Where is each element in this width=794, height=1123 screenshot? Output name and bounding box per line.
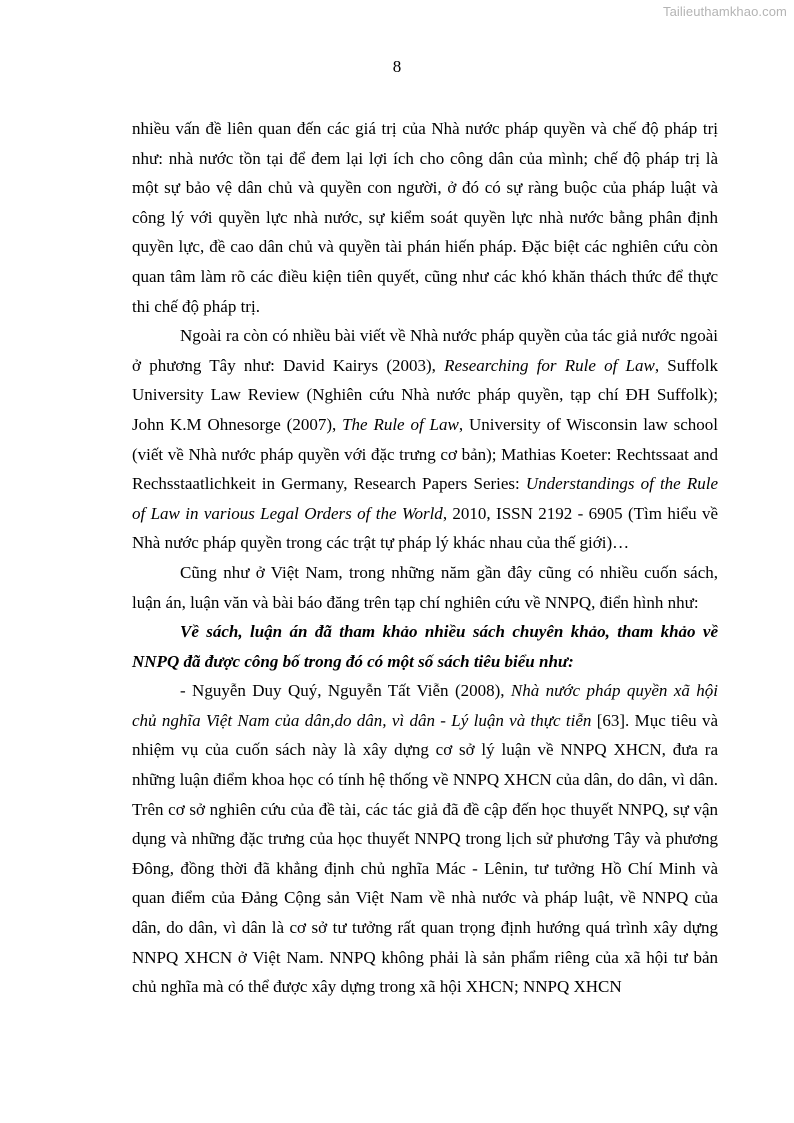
paragraph-5-text-2: [63]. Mục tiêu và nhiệm vụ của cuốn sách này là xây dựng cơ sở lý luận về NNPQ XHCN, đưa ra những luận điểm khoa học có tính hệ thống về NNPQ XHCN của dân, do dân, vì dân. Trên cơ sở nghiên cứu của đề tài, các tác giả đã đề cập đến học thuyết NNPQ, sự vận dụng và những đặc trưng của học thuyết NNPQ trong lịch sử phương Tây và phương Đông, đồng thời đã khẳng định chủ nghĩa Mác - Lênin, tư tưởng Hồ Chí Minh và quan điểm của Đảng Cộng sản Việt Nam về nhà nước và pháp luật, về NNPQ của dân, do dân, vì dân là cơ sở tư tưởng rất quan trọng định hướng quá trình xây dựng NNPQ XHCN ở Việt Nam. NNPQ không phải là sản phẩm riêng của xã hội tư bản chủ nghĩa mà có thể được xây dựng trong xã hội XHCN; NNPQ XHCN bbox=[132, 710, 718, 997]
book-title-researching-rule-of-law: Researching for Rule of Law bbox=[444, 355, 655, 375]
paragraph-5-text-1: - Nguyễn Duy Quý, Nguyễn Tất Viễn (2008), bbox=[180, 681, 511, 701]
paragraph-5 bbox=[132, 676, 718, 1002]
paragraph-2 bbox=[132, 321, 718, 558]
watermark: Tailieuthamkhao.com bbox=[662, 4, 787, 19]
paragraph-3: Cũng như ở Việt Nam, trong những năm gần đây cũng có nhiều cuốn sách, luận án, luận văn và bài báo đăng trên tạp chí nghiên cứu về NNPQ, điển hình như: bbox=[132, 562, 718, 612]
book-title-nnpq-xhcn: Nhà nước pháp quyền xã hội chủ nghĩa Việt Nam của dân,do dân, vì dân - Lý luận và thực tiễn bbox=[132, 681, 718, 730]
section-heading: Về sách, luận án đã tham khảo nhiều sách chuyên khảo, tham khảo về NNPQ đã được công bố trong đó có một số sách tiêu biểu như: bbox=[132, 622, 718, 671]
page-number: 8 bbox=[392, 57, 402, 76]
book-title-rule-of-law: The Rule of Law bbox=[342, 414, 459, 434]
page-body bbox=[132, 114, 718, 1002]
paragraph-1: nhiều vấn đề liên quan đến các giá trị của Nhà nước pháp quyền và chế độ pháp trị như: nhà nước tồn tại để đem lại lợi ích cho công dân của mình; chế độ pháp trị là một sự bảo vệ dân chủ và quyền con người, ở đó có sự ràng buộc của pháp luật và công lý với quyền lực nhà nước, sự kiểm soát quyền lực nhà nước bằng phân định quyền lực, đề cao dân chủ và quyền tài phán hiến pháp. Đặc biệt các nghiên cứu còn quan tâm làm rõ các điều kiện tiên quyết, cũng như các khó khăn thách thức để thực thi chế độ pháp trị. bbox=[132, 119, 718, 316]
paragraph-2-text-3: , University of Wisconsin law school (viết về Nhà nước pháp quyền với đặc trưng cơ bản); Mathias Koeter: Rechtssaat and Rechsstaatlichkeit in Germany, Research Papers Series: bbox=[132, 414, 719, 494]
book-title-understandings: Understandings of the Rule of Law in various Legal Orders of the World bbox=[132, 474, 718, 523]
paragraph-2-text-4: , 2010, ISSN 2192 - 6905 (Tìm hiểu về Nhà nước pháp quyền trong các trật tự pháp lý khác nhau của thế giới)… bbox=[132, 503, 718, 553]
paragraph-2-text-2: , Suffolk University Law Review (Nghiên cứu Nhà nước pháp quyền, tạp chí ĐH Suffolk); John K.M Ohnesorge (2007), bbox=[132, 355, 718, 434]
paragraph-2-text-1: Ngoài ra còn có nhiều bài viết về Nhà nước pháp quyền của tác giả nước ngoài ở phương Tây như: David Kairys (2003), bbox=[132, 326, 718, 375]
